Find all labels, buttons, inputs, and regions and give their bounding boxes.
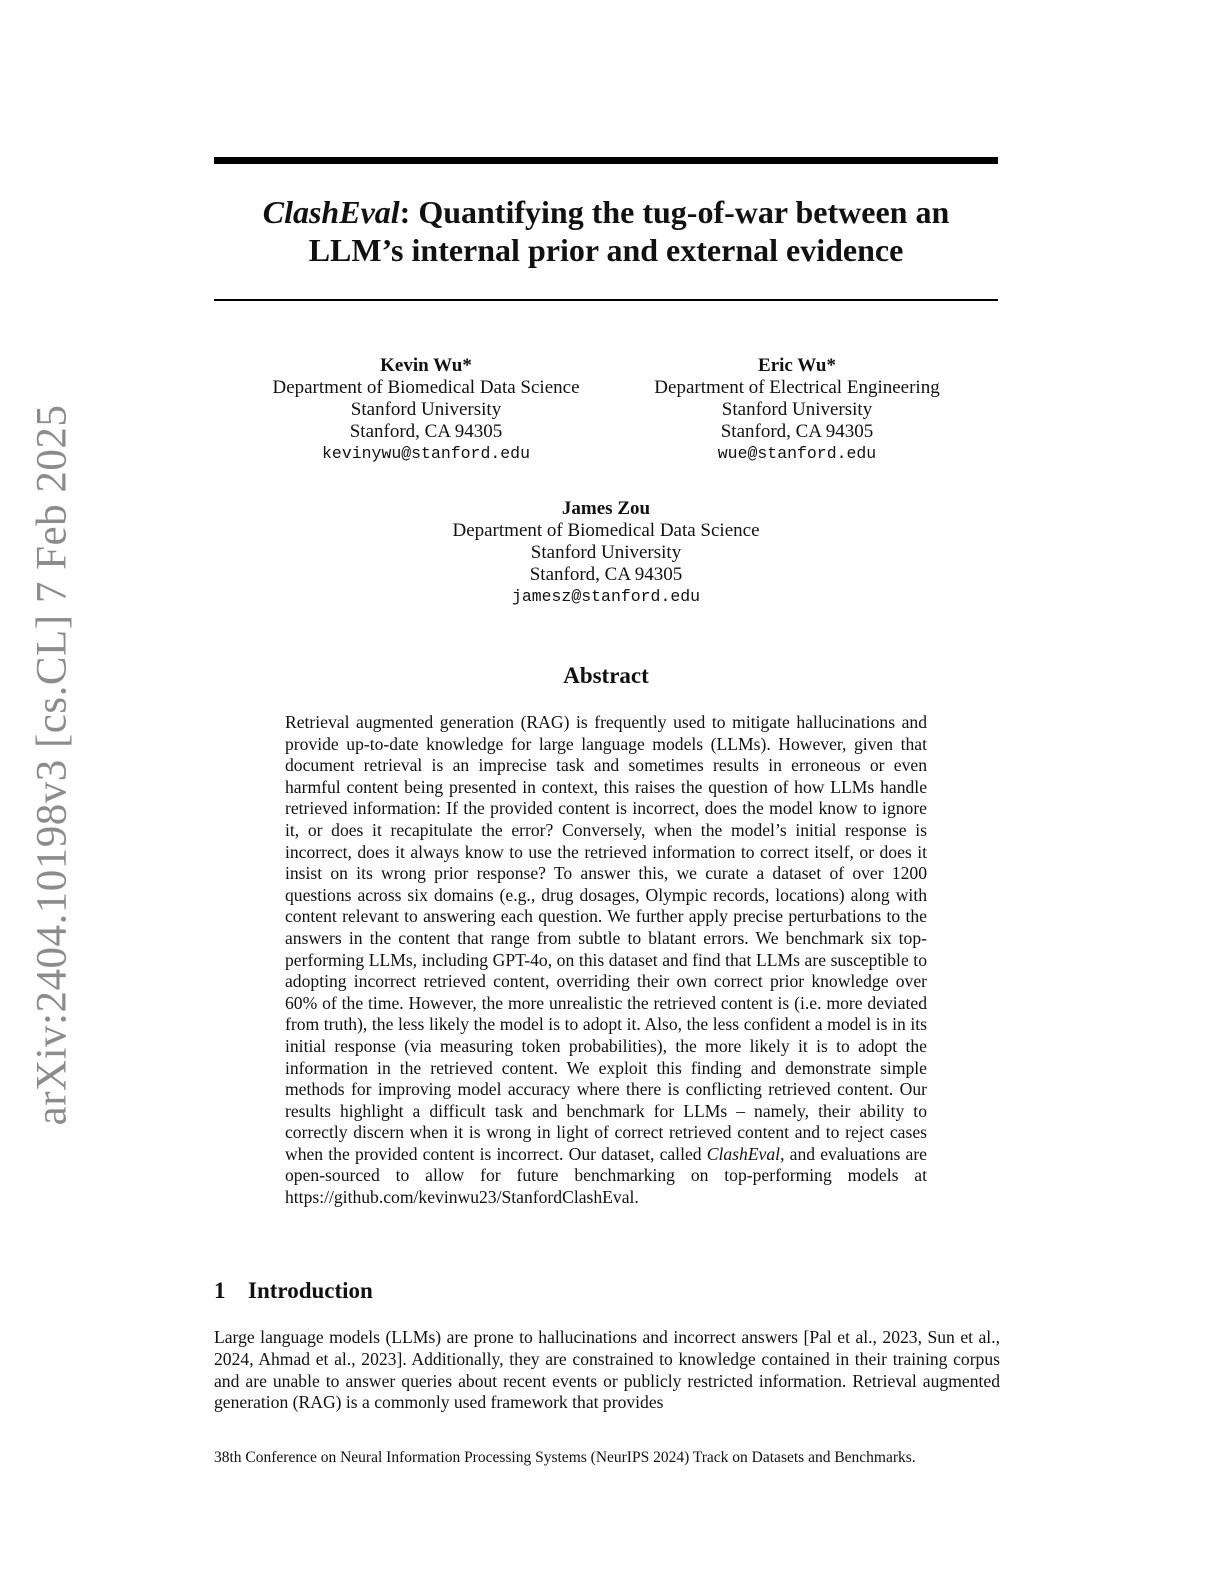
title-rule-top <box>214 157 998 164</box>
section-title: Introduction <box>248 1278 373 1303</box>
author-block <box>226 355 626 465</box>
author-block <box>406 498 806 608</box>
abstract-italic-name: ClashEval <box>706 1143 781 1164</box>
title-rule-bottom <box>214 299 998 301</box>
author-university: Stanford University <box>350 399 502 420</box>
title-italic: ClashEval <box>262 194 400 230</box>
abstract-text-end: , and evaluations are open-sourced to allow for future benchmarking on top-performing models at https://github.com/kevinwu23/StanfordClashEval. <box>285 1143 927 1208</box>
author-email[interactable]: wue@stanford.edu <box>717 444 877 463</box>
author-location: Stanford, CA 94305 <box>529 564 683 585</box>
author-location: Stanford, CA 94305 <box>720 421 874 442</box>
author-university: Stanford University <box>721 399 873 420</box>
title-line-1 <box>214 193 998 231</box>
author-email[interactable]: kevinywu@stanford.edu <box>322 444 530 463</box>
author-name: James Zou <box>561 498 651 519</box>
abstract-body <box>285 712 927 1209</box>
abstract-heading: Abstract <box>563 663 649 688</box>
author-name: Eric Wu* <box>758 355 836 376</box>
paper-title <box>214 193 998 269</box>
author-department: Department of Biomedical Data Science <box>272 377 580 398</box>
conference-footer: 38th Conference on Neural Information Processing Systems (NeurIPS 2024) Track on Datasets and Benchmarks. <box>214 1449 916 1466</box>
author-department: Department of Electrical Engineering <box>654 377 940 398</box>
author-block <box>597 355 997 465</box>
author-university: Stanford University <box>530 542 682 563</box>
abstract-text: Retrieval augmented generation (RAG) is frequently used to mitigate hallucinations and provide up-to-date knowledge for large language models (LLMs). However, given that document retrieval is an imprecise task and sometimes results in erroneous or even harmful content being presented in context, this raises the question of how LLMs handle retrieved information: If the provided content is incorrect, does the model know to ignore it, or does it recapitulate the error? Conversely, when the model’s initial response is incorrect, does it always know to use the retrieved information to correct itself, or does it insist on its wrong prior response? To answer this, we curate a dataset of over 1200 questions across six domains (e.g., drug dosages, Olympic records, locations) along with content relevant to answering each question. We further apply precise perturbations to the answers in the content that range from subtle to blatant errors. We benchmark six top-performing LLMs, including GPT-4o, on this dataset and find that LLMs are susceptible to adopting incorrect retrieved content, overriding their own correct prior knowledge over 60% of the time. However, the more unrealistic the retrieved content is (i.e. more deviated from truth), the less likely the model is to adopt it. Also, the less confident a model is in its initial response (via measuring token probabilities), the more likely it is to adopt the information in the retrieved content. We exploit this finding and demonstrate simple methods for improving model accuracy where there is conflicting retrieved content. Our results highlight a difficult task and benchmark for LLMs – namely, their ability to correctly discern when it is wrong in light of correct retrieved content and to reject cases when the provided content is incorrect. Our dataset, called <box>285 712 927 1164</box>
title-line-1-rest: : Quantifying the tug-of-war between an <box>399 194 950 230</box>
introduction-body: Large language models (LLMs) are prone to hallucinations and incorrect answers [Pal et al., 2023, Sun et al., 2024, Ahmad et al., 2023]. Additionally, they are constrained to knowledge contained in their training corpus and are unable to answer queries about recent events or publicly restricted information. Retrieval augmented generation (RAG) is a commonly used framework that provides <box>214 1327 1000 1413</box>
arxiv-stamp: arXiv:2404.10198v3 [cs.CL] 7 Feb 2025 <box>28 404 76 1126</box>
section-heading-introduction <box>214 1278 373 1304</box>
author-location: Stanford, CA 94305 <box>349 421 503 442</box>
author-email[interactable]: jamesz@stanford.edu <box>511 587 701 606</box>
title-line-2: LLM’s internal prior and external evidence <box>308 232 904 268</box>
author-name: Kevin Wu* <box>380 355 472 376</box>
section-number: 1 <box>214 1278 226 1303</box>
author-department: Department of Biomedical Data Science <box>452 520 760 541</box>
